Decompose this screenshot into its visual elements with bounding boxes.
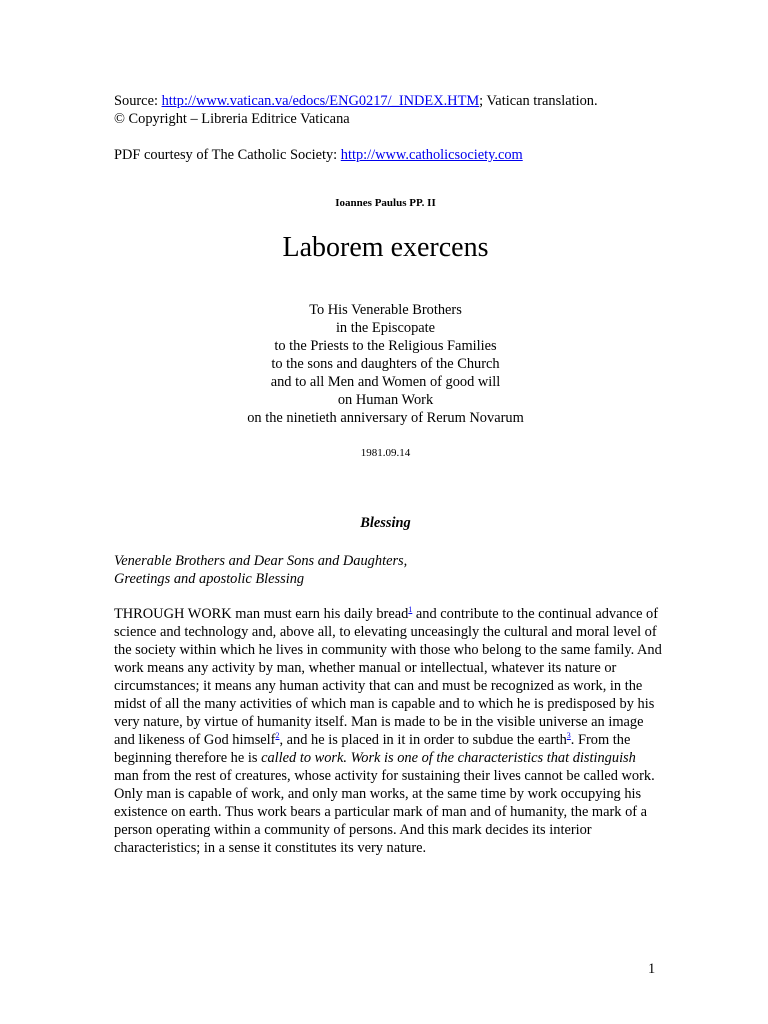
source-link[interactable]: http://www.vatican.va/edocs/ENG0217/_INDEX.HTM [161,93,480,109]
address-line: in the Episcopate [335,320,436,336]
address-line: To His Venerable Brothers [309,302,462,318]
source-label: Source: [114,93,162,109]
page-number: 1 [648,961,656,977]
document-date: 1981.09.14 [360,447,411,459]
paragraph-text: man from the rest of creatures, whose activity for sustaining their lives cannot be called work. Only man is capable of work, and only man works, at the same time by work occupying his existence on earth. Thus work bears a particular mark of man and of humanity, the mark of a person operating within a community of persons. And this mark decides its interior characteristics; in a sense it constitutes its very nature. [114,768,655,856]
footnote-ref-1[interactable]: 1 [408,605,413,614]
paragraph-text: and contribute to the continual advance of science and technology and, above all, to elevating unceasingly the cultural and moral level of the society within which he lives in community with those who belong to the same family. And work means any activity by man, whether manual or intellectual, whatever its nature or circumstances; it means any human activity that can and must be recognized as work, in the midst of all the many activities of which man is capable and to which he is predisposed by his very nature, by virtue of humanity itself. Man is made to be in the visible universe an image and likeness of God himself [114,606,662,748]
address-line: to the Priests to the Religious Families [274,338,497,354]
catholic-society-link[interactable]: http://www.catholicsociety.com [340,147,523,163]
footnote-ref-2[interactable]: 2 [275,731,280,740]
pdf-courtesy-label: PDF courtesy of The Catholic Society: [114,147,341,163]
section-heading: Blessing [360,515,411,531]
greeting-line: Greetings and apostolic Blessing [114,571,305,587]
address-line: on the ninetieth anniversary of Rerum Novarum [247,410,524,426]
address-line: and to all Men and Women of good will [270,374,501,390]
document-title: Laborem exercens [282,232,489,263]
paragraph-text: . From the beginning therefore he is [114,732,631,766]
paragraph-text: THROUGH WORK man must earn his daily bread [114,606,409,622]
pdf-courtesy-line [114,146,523,164]
copyright-line: © Copyright – Libreria Editrice Vaticana [114,111,350,127]
paragraph-italic-text: called to work. Work is one of the characteristics that distinguish [261,750,636,766]
source-line [114,92,598,110]
author-name: Ioannes Paulus PP. II [335,197,436,209]
address-line: to the sons and daughters of the Church [271,356,500,372]
source-suffix: ; Vatican translation. [479,93,598,109]
address-line: on Human Work [337,392,434,408]
footnote-ref-3[interactable]: 3 [566,731,571,740]
body-paragraph [114,605,664,857]
greeting-line: Venerable Brothers and Dear Sons and Daughters, [114,553,408,569]
paragraph-text: , and he is placed in it in order to subdue the earth [279,732,567,748]
